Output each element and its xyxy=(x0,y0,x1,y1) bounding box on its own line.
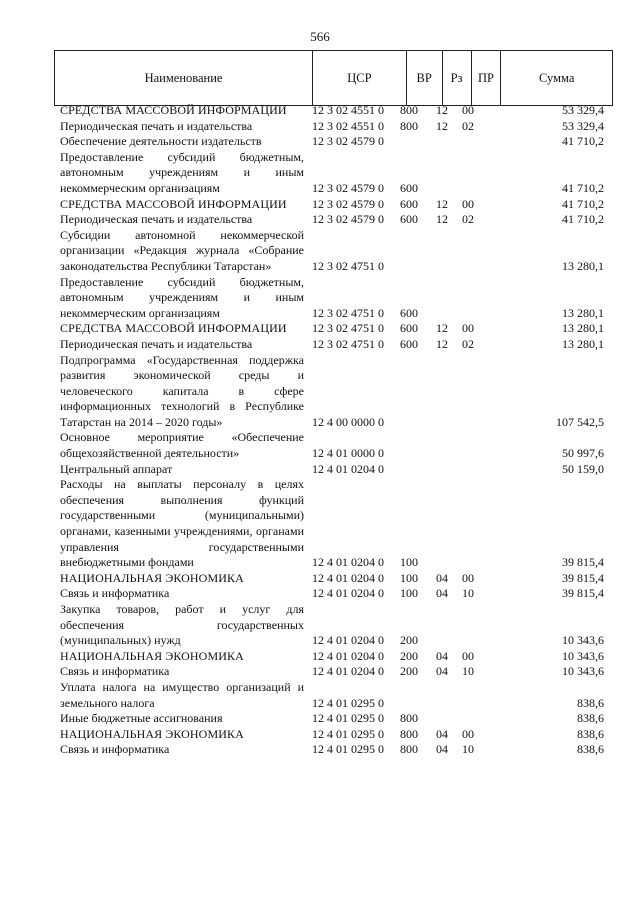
row-vr: 600 xyxy=(400,196,418,211)
row-name: Закупка товаров, работ и услуг для обеспечения государственных (муниципальных) нужд xyxy=(60,602,304,648)
row-vr: 800 xyxy=(400,118,418,133)
row-csr: 12 3 02 4579 0 xyxy=(312,212,384,227)
table-row xyxy=(60,150,604,197)
row-name: Связь и информатика xyxy=(60,742,170,757)
table-row xyxy=(60,727,604,743)
row-rz: 04 xyxy=(436,726,448,741)
row-sum: 41 710,2 xyxy=(562,212,604,227)
row-pr: 00 xyxy=(462,726,474,741)
row-vr: 600 xyxy=(400,321,418,336)
row-vr: 600 xyxy=(400,305,418,320)
table-row xyxy=(60,477,604,571)
table-row xyxy=(60,212,604,228)
row-name: НАЦИОНАЛЬНАЯ ЭКОНОМИКА xyxy=(60,570,244,585)
row-name: СРЕДСТВА МАССОВОЙ ИНФОРМАЦИИ xyxy=(60,321,287,336)
row-rz: 12 xyxy=(436,103,448,117)
row-name: Уплата налога на имущество организаций и земельного налога xyxy=(60,679,304,710)
table-row xyxy=(60,571,604,587)
row-csr: 12 4 01 0204 0 xyxy=(312,461,384,476)
row-sum: 39 815,4 xyxy=(562,555,604,570)
row-rz: 04 xyxy=(436,664,448,679)
row-rz: 12 xyxy=(436,321,448,336)
row-csr: 12 4 01 0204 0 xyxy=(312,664,384,679)
row-rz: 04 xyxy=(436,586,448,601)
table-row xyxy=(60,337,604,353)
row-name: Связь и информатика xyxy=(60,586,170,601)
table-row xyxy=(60,275,604,322)
table-row xyxy=(60,228,604,275)
row-name: СРЕДСТВА МАССОВОЙ ИНФОРМАЦИИ xyxy=(60,103,287,117)
row-vr: 800 xyxy=(400,103,418,117)
row-sum: 838,6 xyxy=(577,711,604,726)
row-sum: 838,6 xyxy=(577,742,604,757)
row-name: Субсидии автономной некоммерческой организации «Редакция журнала «Собрание законодательства Республики Татарстан» xyxy=(60,227,304,273)
row-name: Периодическая печать и издательства xyxy=(60,336,253,351)
table-row xyxy=(60,586,604,602)
row-vr: 800 xyxy=(400,726,418,741)
row-sum: 10 343,6 xyxy=(562,633,604,648)
row-name: Расходы на выплаты персоналу в целях обеспечения выполнения функций государственными (муниципальными) органами, казенными учреждениями, органами управления государственными внебюджетными фондами xyxy=(60,477,304,570)
row-csr: 12 3 02 4551 0 xyxy=(312,103,384,117)
row-rz: 12 xyxy=(436,336,448,351)
row-pr: 10 xyxy=(462,586,474,601)
row-name: НАЦИОНАЛЬНАЯ ЭКОНОМИКА xyxy=(60,648,244,663)
row-sum: 838,6 xyxy=(577,695,604,710)
row-vr: 200 xyxy=(400,633,418,648)
row-csr: 12 4 01 0295 0 xyxy=(312,711,384,726)
row-sum: 50 997,6 xyxy=(562,446,604,461)
header-rz: Рз xyxy=(443,51,472,105)
table-header xyxy=(54,50,613,106)
table-row xyxy=(60,321,604,337)
row-csr: 12 4 01 0204 0 xyxy=(312,586,384,601)
row-sum: 41 710,2 xyxy=(562,180,604,195)
row-pr: 00 xyxy=(462,570,474,585)
row-rz: 12 xyxy=(436,118,448,133)
row-sum: 39 815,4 xyxy=(562,570,604,585)
row-rz: 04 xyxy=(436,648,448,663)
row-pr: 10 xyxy=(462,664,474,679)
row-name: Предоставление субсидий бюджетным, автономным учреждениям и иным некоммерческим организациям xyxy=(60,274,304,320)
row-csr: 12 4 01 0204 0 xyxy=(312,555,384,570)
row-csr: 12 4 01 0204 0 xyxy=(312,570,384,585)
row-pr: 00 xyxy=(462,321,474,336)
row-vr: 200 xyxy=(400,664,418,679)
table-row xyxy=(60,664,604,680)
row-vr: 600 xyxy=(400,180,418,195)
table-row xyxy=(60,430,604,461)
table-row xyxy=(60,649,604,665)
row-vr: 600 xyxy=(400,212,418,227)
row-name: Подпрограмма «Государственная поддержка развития экономической среды и человеческого капитала в сфере информационных технологий в Республике Татарстан на 2014 – 2020 годы» xyxy=(60,352,304,429)
row-sum: 838,6 xyxy=(577,726,604,741)
table-row xyxy=(60,119,604,135)
row-sum: 39 815,4 xyxy=(562,586,604,601)
row-name: Центральный аппарат xyxy=(60,461,173,476)
header-vr: ВР xyxy=(407,51,443,105)
table-row xyxy=(60,103,604,119)
row-name: Иные бюджетные ассигнования xyxy=(60,711,223,726)
table-row xyxy=(60,462,604,478)
row-vr: 100 xyxy=(400,555,418,570)
table-row xyxy=(60,711,604,727)
row-csr: 12 3 02 4751 0 xyxy=(312,336,384,351)
row-csr: 12 4 01 0204 0 xyxy=(312,633,384,648)
row-csr: 12 4 01 0295 0 xyxy=(312,726,384,741)
row-csr: 12 3 02 4579 0 xyxy=(312,196,384,211)
row-pr: 02 xyxy=(462,336,474,351)
row-pr: 02 xyxy=(462,118,474,133)
row-sum: 13 280,1 xyxy=(562,258,604,273)
row-csr: 12 4 01 0295 0 xyxy=(312,695,384,710)
row-csr: 12 3 02 4579 0 xyxy=(312,134,384,149)
row-name: Обеспечение деятельности издательств xyxy=(60,134,262,149)
row-sum: 10 343,6 xyxy=(562,664,604,679)
row-vr: 200 xyxy=(400,648,418,663)
row-name: Связь и информатика xyxy=(60,664,170,679)
row-rz: 12 xyxy=(436,196,448,211)
row-rz: 04 xyxy=(436,570,448,585)
row-pr: 10 xyxy=(462,742,474,757)
row-rz: 12 xyxy=(436,212,448,227)
row-rz: 04 xyxy=(436,742,448,757)
header-sum: Сумма xyxy=(539,70,575,85)
header-csr: ЦСР xyxy=(313,51,407,105)
table-row xyxy=(60,134,604,150)
row-vr: 100 xyxy=(400,570,418,585)
row-sum: 41 710,2 xyxy=(562,196,604,211)
table-row xyxy=(60,742,604,758)
table-row xyxy=(60,680,604,711)
row-vr: 800 xyxy=(400,711,418,726)
header-pr: ПР xyxy=(472,51,502,105)
row-csr: 12 3 02 4751 0 xyxy=(312,258,384,273)
row-sum: 10 343,6 xyxy=(562,648,604,663)
row-pr: 00 xyxy=(462,648,474,663)
row-sum: 13 280,1 xyxy=(562,321,604,336)
table-row xyxy=(60,353,604,431)
row-name: НАЦИОНАЛЬНАЯ ЭКОНОМИКА xyxy=(60,726,244,741)
row-sum: 13 280,1 xyxy=(562,305,604,320)
row-sum: 41 710,2 xyxy=(562,134,604,149)
row-csr: 12 4 00 0000 0 xyxy=(312,414,384,429)
row-sum: 13 280,1 xyxy=(562,336,604,351)
row-name: Периодическая печать и издательства xyxy=(60,118,253,133)
row-sum: 53 329,4 xyxy=(562,103,604,117)
row-sum: 107 542,5 xyxy=(556,414,604,429)
row-sum: 50 159,0 xyxy=(562,461,604,476)
row-csr: 12 4 01 0000 0 xyxy=(312,446,384,461)
page-number: 566 xyxy=(310,29,330,44)
row-vr: 100 xyxy=(400,586,418,601)
header-name: Наименование xyxy=(55,51,313,105)
table-body xyxy=(60,103,604,758)
row-csr: 12 3 02 4551 0 xyxy=(312,118,384,133)
table-row xyxy=(60,197,604,213)
row-csr: 12 3 02 4751 0 xyxy=(312,321,384,336)
table-row xyxy=(60,602,604,649)
row-vr: 600 xyxy=(400,336,418,351)
row-csr: 12 4 01 0295 0 xyxy=(312,742,384,757)
row-csr: 12 3 02 4751 0 xyxy=(312,305,384,320)
row-csr: 12 3 02 4579 0 xyxy=(312,180,384,195)
row-pr: 00 xyxy=(462,196,474,211)
row-name: Предоставление субсидий бюджетным, автономным учреждениям и иным некоммерческим организациям xyxy=(60,149,304,195)
row-name: Периодическая печать и издательства xyxy=(60,212,253,227)
row-sum: 53 329,4 xyxy=(562,118,604,133)
row-csr: 12 4 01 0204 0 xyxy=(312,648,384,663)
row-pr: 02 xyxy=(462,212,474,227)
row-name: СРЕДСТВА МАССОВОЙ ИНФОРМАЦИИ xyxy=(60,196,287,211)
row-vr: 800 xyxy=(400,742,418,757)
row-name: Основное мероприятие «Обеспечение общехозяйственной деятельности» xyxy=(60,430,304,461)
row-pr: 00 xyxy=(462,103,474,117)
